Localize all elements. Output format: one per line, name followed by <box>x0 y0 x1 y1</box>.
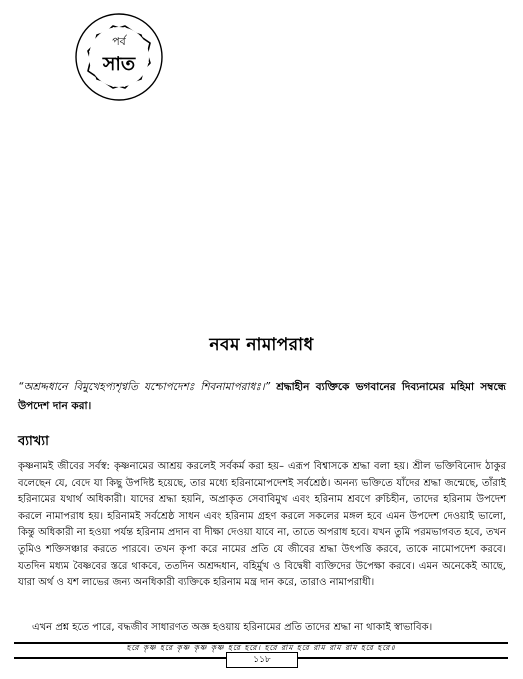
emblem-part-number: সাত <box>102 53 136 75</box>
page-number: ১১৮ <box>226 652 298 668</box>
intro-paragraph <box>18 378 506 416</box>
section-heading: ব্যাখ্যা <box>18 434 49 449</box>
closing-paragraph: এখন প্রশ্ন হতে পারে, বদ্ধজীব সাধারণত অজ্ঞ হওয়ায় হরিনামের প্রতি তাদের শ্রদ্ধা না থাকাই স্বাভাবিক। <box>32 622 433 633</box>
footer-mantra: হরে কৃষ্ণ হরে কৃষ্ণ কৃষ্ণ কৃষ্ণ হরে হরে। হরে রাম হরে রাম রাম রাম হরে হরে॥ <box>126 643 396 652</box>
sanskrit-quote: “অশ্রদ্দধানে বিমুখেহপ্যশৃণ্বতি যশ্চোপদেশঃ শিবনামাপরাধঃ।” <box>18 381 271 393</box>
emblem-part-label: পর্ব <box>112 35 126 48</box>
chapter-title: নবম নামাপরাধ <box>209 335 314 355</box>
intro-definition: শ্রদ্ধাহীন ব্যক্তিকে ভগবানের দিব্যনামের মহিমা সম্বন্ধে উপদেশ দান করা। <box>18 381 506 412</box>
body-paragraph: কৃষ্ণনামই জীবের সর্বস্ব: কৃষ্ণনামের আশ্রয় করলেই সর্বকর্ম করা হয়– এরূপ বিশ্বাসকে শ্রদ্ধা বলা হয়। শ্রীল ভক্তিবিনোদ ঠাকুর বলেছেন যে, বেদে যা কিছু উপদিষ্ট হয়েছে, তার মধ্যে হরিনামোপদেশই সর্বশ্রেষ্ঠ। অনন্য ভক্তিতে যাঁদের শ্রদ্ধা জন্মেছে, তাঁরাই হরিনামের যথার্থ অধিকারী। যাদের শ্রদ্ধা হয়নি, অপ্রাকৃত সেবাবিমুখ এবং হরিনাম শ্রবণে রুচিহীন, তাদের হরিনাম উপদেশ করলে নামাপরাধ হয়। হরিনামই সর্বশ্রেষ্ঠ সাধন এবং হরিনাম গ্রহণ করলে সকলের মঙ্গল হবে এমন উপদেশ দেওয়াই ভালো, কিন্তু অধিকারী না হওয়া পর্যন্ত হরিনাম প্রদান বা দীক্ষা দেওয়া যাবে না, তাতে অপরাধ হবে। যখন তুমি পরমভাগবত হবে, তখন তুমিও শক্তিসঞ্চার করতে পারবে। তখন কৃপা করে নামের প্রতি যে জীবের শ্রদ্ধা উৎপত্তি করবে, তাকে নামোপদেশ করবে। যতদিন মধ্যম বৈষ্ণবের স্তরে থাকবে, ততদিন অশ্রদ্দধান, বহির্মুখ ও বিদ্বেষী ব্যক্তিদের উপেক্ষা করবে। এমন অনেকেই আছে, যারা অর্থ ও যশ লাভের জন্য অনধিকারী ব্যক্তিকে হরিনাম মন্ত্র দান করে, তারাও নামাপরাধী। <box>18 461 506 589</box>
